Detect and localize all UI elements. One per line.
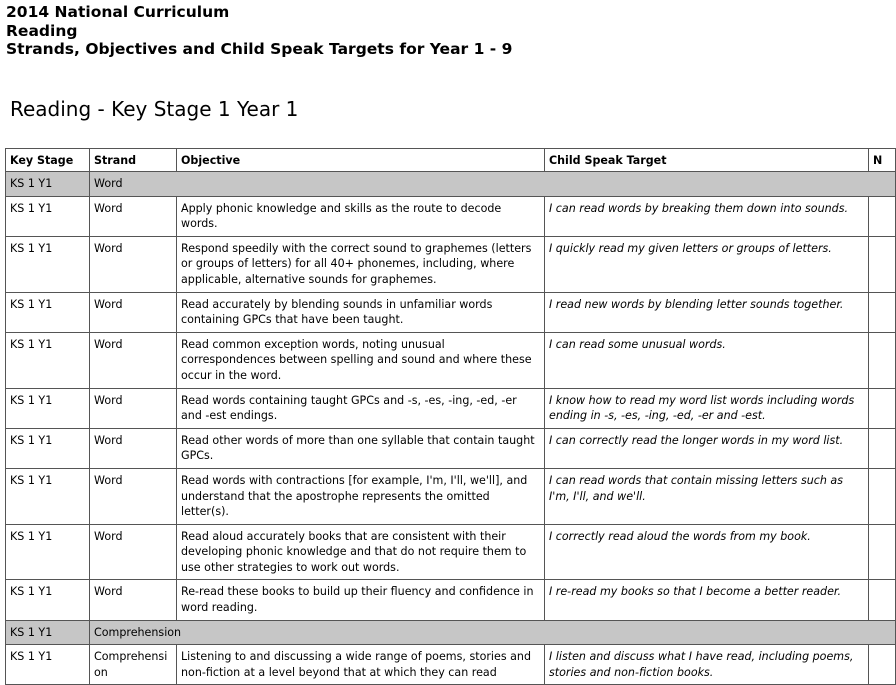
cell-notes [869,468,896,524]
cell-key-stage: KS 1 Y1 [6,580,90,620]
cell-strand: Word [90,428,177,468]
cell-objective: Read aloud accurately books that are consistent with their developing phonic knowledge and that do not require them to use other strategies to work out words. [177,524,545,580]
cell-strand: Comprehension [90,620,896,645]
cell-notes [869,332,896,388]
cell-notes [869,196,896,236]
table-row [6,292,896,332]
cell-notes [869,524,896,580]
table-row [6,645,896,685]
cell-key-stage: KS 1 Y1 [6,292,90,332]
table-header-row [6,149,896,172]
column-header-key-stage: Key Stage [6,149,90,172]
cell-key-stage: KS 1 Y1 [6,428,90,468]
cell-objective: Listening to and discussing a wide range of poems, stories and non-fiction at a level beyond that at which they can read [177,645,545,685]
cell-notes [869,580,896,620]
column-header-objective: Objective [177,149,545,172]
cell-strand: Word [90,292,177,332]
cell-strand: Comprehensi on [90,645,177,685]
table-row [6,524,896,580]
cell-strand: Word [90,580,177,620]
subject-title: Reading [6,21,78,40]
cell-key-stage: KS 1 Y1 [6,388,90,428]
column-header-child-speak-target: Child Speak Target [545,149,869,172]
cell-strand: Word [90,468,177,524]
column-header-strand: Strand [90,149,177,172]
cell-strand: Word [90,196,177,236]
cell-objective: Apply phonic knowledge and skills as the route to decode words. [177,196,545,236]
cell-objective: Re-read these books to build up their fluency and confidence in word reading. [177,580,545,620]
cell-objective: Read words with contractions [for example, I'm, I'll, we'll], and understand that the apostrophe represents the omitted letter(s). [177,468,545,524]
cell-strand: Word [90,236,177,292]
cell-child-speak-target: I can read words that contain missing letters such as I'm, I'll, and we'll. [545,468,869,524]
cell-strand: Word [90,388,177,428]
cell-objective: Read accurately by blending sounds in unfamiliar words containing GPCs that have been taught. [177,292,545,332]
cell-child-speak-target: I re-read my books so that I become a better reader. [545,580,869,620]
cell-child-speak-target: I know how to read my word list words including words ending in -s, -es, -ing, -ed, -er and -est. [545,388,869,428]
cell-child-speak-target: I correctly read aloud the words from my book. [545,524,869,580]
cell-objective: Read other words of more than one syllable that contain taught GPCs. [177,428,545,468]
objectives-table [5,148,896,685]
cell-objective: Respond speedily with the correct sound to graphemes (letters or groups of letters) for all 40+ phonemes, including, where applicable, alternative sounds for graphemes. [177,236,545,292]
table-row [6,580,896,620]
cell-strand: Word [90,172,896,197]
cell-key-stage: KS 1 Y1 [6,172,90,197]
cell-key-stage: KS 1 Y1 [6,236,90,292]
table-row [6,468,896,524]
cell-notes [869,428,896,468]
cell-child-speak-target: I can correctly read the longer words in my word list. [545,428,869,468]
cell-objective: Read common exception words, noting unusual correspondences between spelling and sound and where these occur in the word. [177,332,545,388]
cell-key-stage: KS 1 Y1 [6,645,90,685]
cell-child-speak-target: I listen and discuss what I have read, including poems, stories and non-fiction books. [545,645,869,685]
document-subtitle: Strands, Objectives and Child Speak Targets for Year 1 - 9 [6,40,513,58]
cell-key-stage: KS 1 Y1 [6,524,90,580]
cell-notes [869,292,896,332]
section-title: Reading - Key Stage 1 Year 1 [10,97,299,121]
document-header [6,3,512,59]
cell-strand: Word [90,332,177,388]
cell-objective: Read words containing taught GPCs and -s, -es, -ing, -ed, -er and -est endings. [177,388,545,428]
cell-notes [869,236,896,292]
curriculum-title: 2014 National Curriculum [6,3,230,21]
strand-group-row [6,620,896,645]
cell-key-stage: KS 1 Y1 [6,468,90,524]
cell-strand: Word [90,524,177,580]
cell-key-stage: KS 1 Y1 [6,620,90,645]
table-row [6,196,896,236]
table-row [6,428,896,468]
table-row [6,236,896,292]
cell-child-speak-target: I can read words by breaking them down into sounds. [545,196,869,236]
table-row [6,332,896,388]
cell-child-speak-target: I read new words by blending letter sounds together. [545,292,869,332]
cell-notes [869,645,896,685]
column-header-notes: N [869,149,896,172]
table-row [6,388,896,428]
cell-key-stage: KS 1 Y1 [6,196,90,236]
strand-group-row [6,172,896,197]
cell-child-speak-target: I can read some unusual words. [545,332,869,388]
cell-notes [869,388,896,428]
cell-child-speak-target: I quickly read my given letters or groups of letters. [545,236,869,292]
cell-key-stage: KS 1 Y1 [6,332,90,388]
